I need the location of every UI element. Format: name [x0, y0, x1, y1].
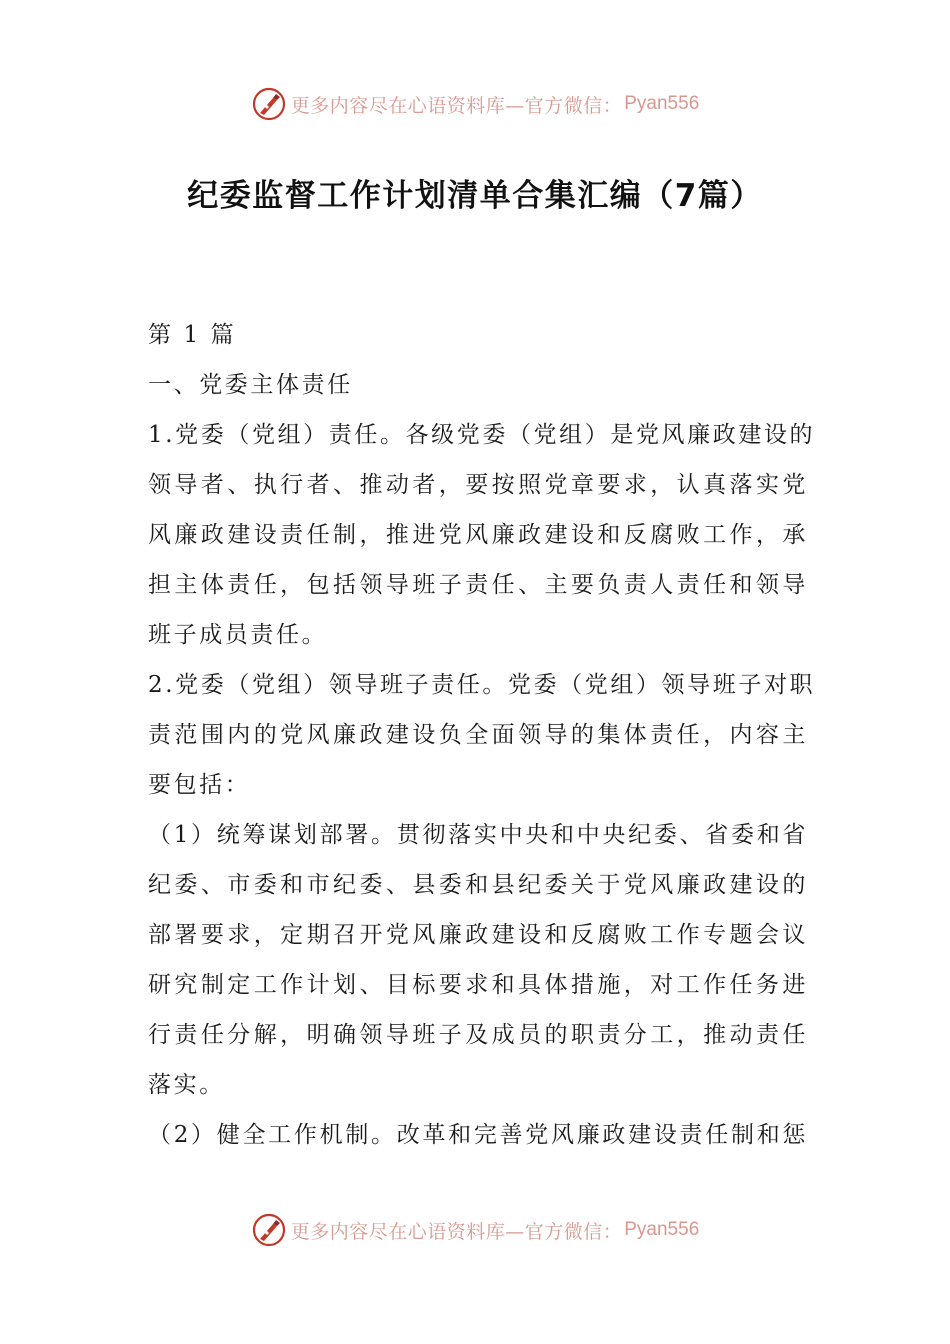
section-label: 第 1 篇 — [148, 322, 237, 348]
pen-nib-icon — [251, 86, 287, 122]
paragraph-line: 研究制定工作计划、目标要求和具体措施，对工作任务进 — [148, 972, 808, 998]
paragraph-3 — [148, 810, 808, 1110]
paragraph-line: 领导者、执行者、推动者，要按照党章要求，认真落实党 — [148, 472, 808, 498]
pen-nib-icon — [251, 1212, 287, 1248]
paragraph-line: 担主体责任，包括领导班子责任、主要负责人责任和领导 — [148, 572, 808, 598]
banner-text: 更多内容尽在心语资料库—官方微信： — [290, 1220, 623, 1243]
paragraph-2 — [148, 660, 816, 810]
banner-text: 更多内容尽在心语资料库—官方微信： — [290, 94, 623, 117]
paragraph-line: 班子成员责任。 — [148, 622, 328, 648]
document-body — [148, 310, 816, 1160]
paragraph-line: 部署要求，定期召开党风廉政建设和反腐败工作专题会议 — [148, 922, 808, 948]
paragraph-line: （1）统筹谋划部署。贯彻落实中央和中央纪委、省委和省 — [148, 822, 808, 848]
paragraph-line: 2.党委（党组）领导班子责任。党委（党组）领导班子对职 — [148, 672, 816, 698]
banner-wechat-id: Pyan556 — [624, 1219, 700, 1240]
paragraph-line: 行责任分解，明确领导班子及成员的职责分工，推动责任 — [148, 1022, 808, 1048]
paragraph-line: 落实。 — [148, 1072, 225, 1098]
paragraph-line: 1.党委（党组）责任。各级党委（党组）是党风廉政建设的 — [148, 422, 816, 448]
paragraph-line: 责范围内的党风廉政建设负全面领导的集体责任，内容主 — [148, 722, 808, 748]
paragraph-line: （2）健全工作机制。改革和完善党风廉政建设责任制和惩 — [148, 1122, 808, 1148]
footer-banner — [0, 1210, 950, 1250]
header-banner — [0, 84, 950, 124]
paragraph-1 — [148, 410, 816, 660]
document-title: 纪委监督工作计划清单合集汇编（7篇） — [187, 178, 763, 214]
section-heading: 一、党委主体责任 — [148, 372, 353, 398]
paragraph-4 — [148, 1110, 808, 1160]
paragraph-line: 风廉政建设责任制，推进党风廉政建设和反腐败工作，承 — [148, 522, 808, 548]
paragraph-line: 纪委、市委和市纪委、县委和县纪委关于党风廉政建设的 — [148, 872, 808, 898]
paragraph-line: 要包括： — [148, 772, 251, 798]
banner-wechat-id: Pyan556 — [624, 93, 700, 114]
